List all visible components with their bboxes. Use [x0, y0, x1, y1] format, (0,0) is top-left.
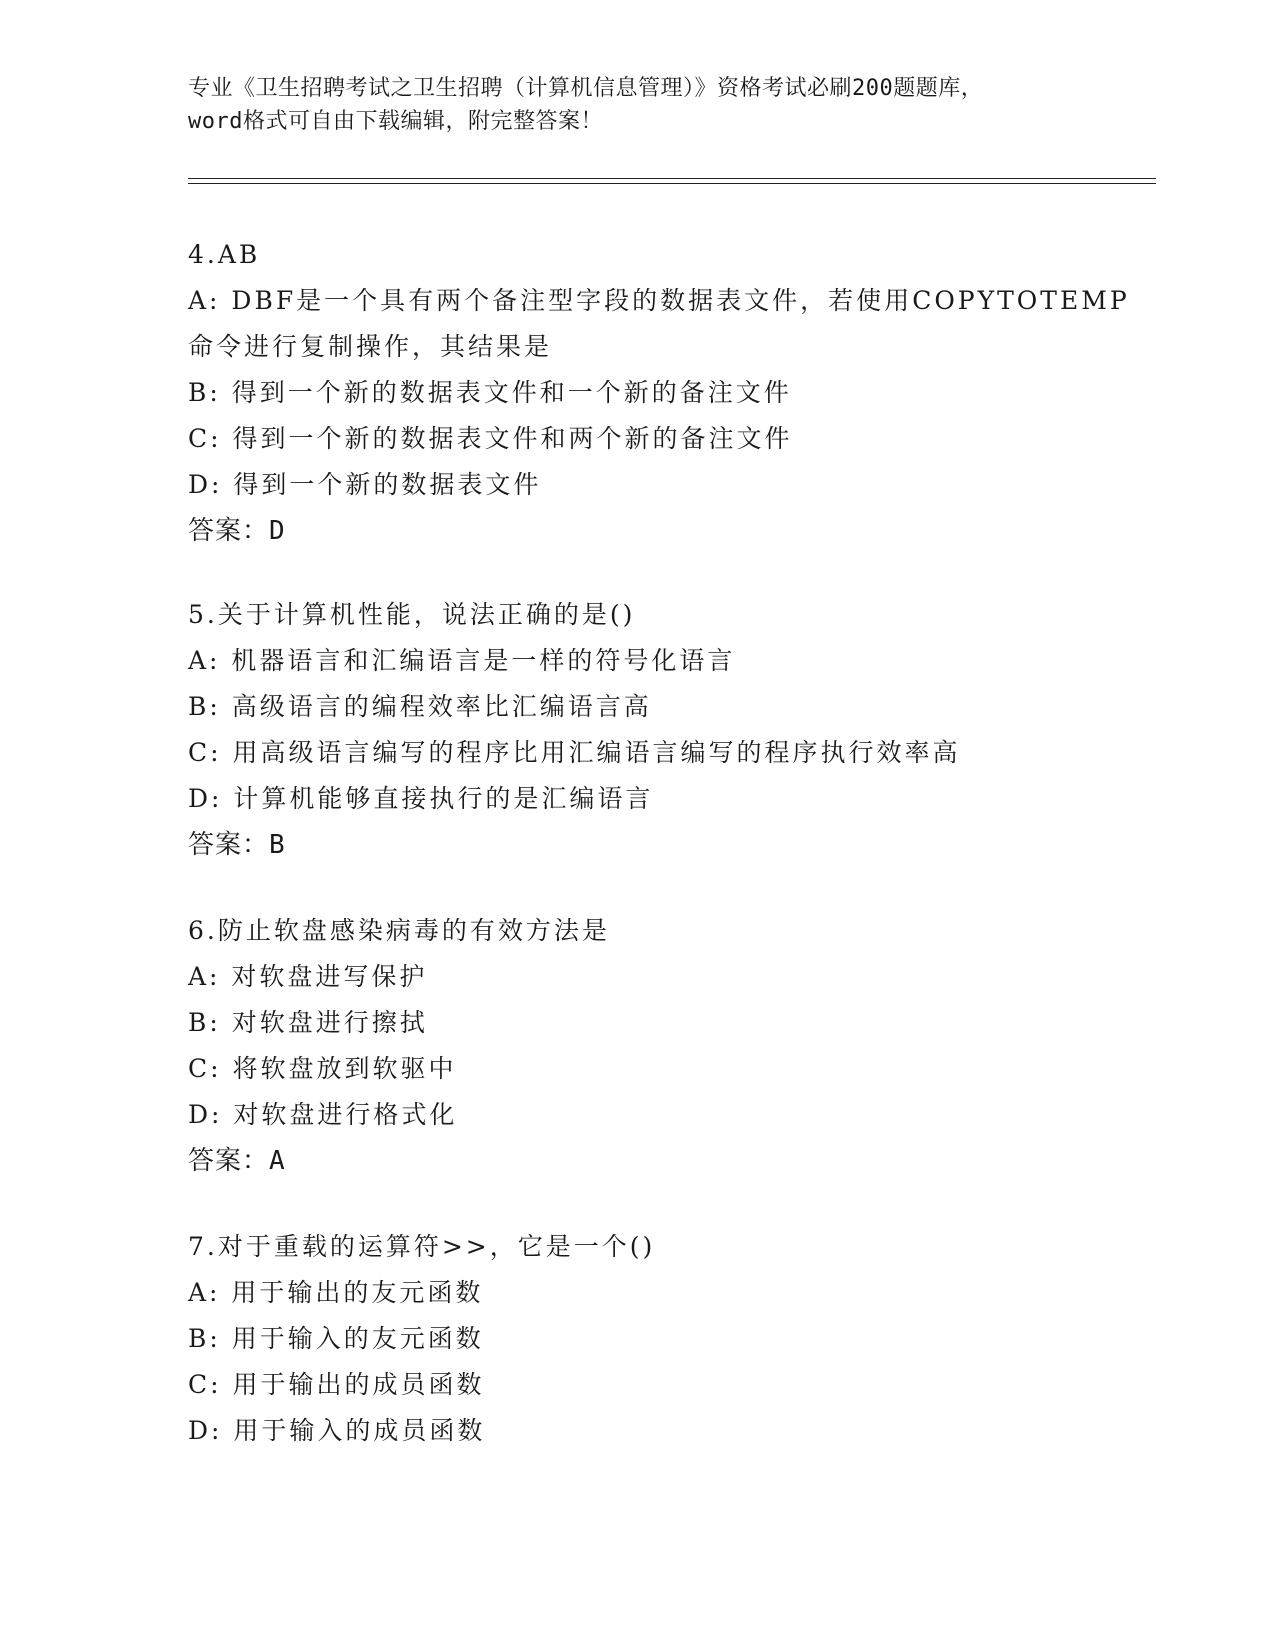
header-title-line-1: 专业《卫生招聘考试之卫生招聘（计算机信息管理）》资格考试必刷200题题库， — [188, 76, 984, 101]
option-b: B: 对软盘进行擦拭 — [188, 1008, 428, 1037]
option-c: C: 得到一个新的数据表文件和两个新的备注文件 — [188, 424, 793, 453]
option-c: C: 用于输出的成员函数 — [188, 1370, 485, 1399]
option-a-continuation: 命令进行复制操作，其结果是 — [188, 332, 553, 361]
question-7 — [188, 1224, 1148, 1454]
question-stem: 6.防止软盘感染病毒的有效方法是 — [188, 916, 610, 945]
question-stem: 5.关于计算机性能，说法正确的是() — [188, 600, 636, 629]
option-d: D: 用于输入的成员函数 — [188, 1416, 486, 1445]
option-a: A: DBF是一个具有两个备注型字段的数据表文件，若使用COPYTOTEMP — [188, 286, 1130, 315]
option-b: B: 得到一个新的数据表文件和一个新的备注文件 — [188, 378, 792, 407]
header-divider-top — [188, 178, 1156, 179]
option-a: A: 机器语言和汇编语言是一样的符号化语言 — [188, 646, 736, 675]
option-a: A: 对软盘进写保护 — [188, 962, 428, 991]
option-c: C: 将软盘放到软驱中 — [188, 1054, 457, 1083]
answer-label: 答案：A — [188, 1146, 286, 1176]
option-d: D: 计算机能够直接执行的是汇编语言 — [188, 784, 654, 813]
option-b: B: 高级语言的编程效率比汇编语言高 — [188, 692, 652, 721]
question-5 — [188, 592, 1148, 868]
document-header — [188, 72, 1088, 138]
question-stem: 7.对于重载的运算符>>，它是一个() — [188, 1232, 656, 1261]
question-stem: 4.AB — [188, 240, 261, 269]
question-4 — [188, 232, 1148, 554]
question-6 — [188, 908, 1148, 1184]
answer-label: 答案：B — [188, 830, 286, 860]
option-b: B: 用于输入的友元函数 — [188, 1324, 484, 1353]
option-c: C: 用高级语言编写的程序比用汇编语言编写的程序执行效率高 — [188, 738, 961, 767]
header-title-line-2: word格式可自由下载编辑，附完整答案！ — [188, 109, 603, 134]
option-a: A: 用于输出的友元函数 — [188, 1278, 484, 1307]
option-d: D: 对软盘进行格式化 — [188, 1100, 458, 1129]
option-d: D: 得到一个新的数据表文件 — [188, 470, 542, 499]
header-divider-bottom — [188, 183, 1156, 184]
answer-label: 答案：D — [188, 516, 286, 546]
